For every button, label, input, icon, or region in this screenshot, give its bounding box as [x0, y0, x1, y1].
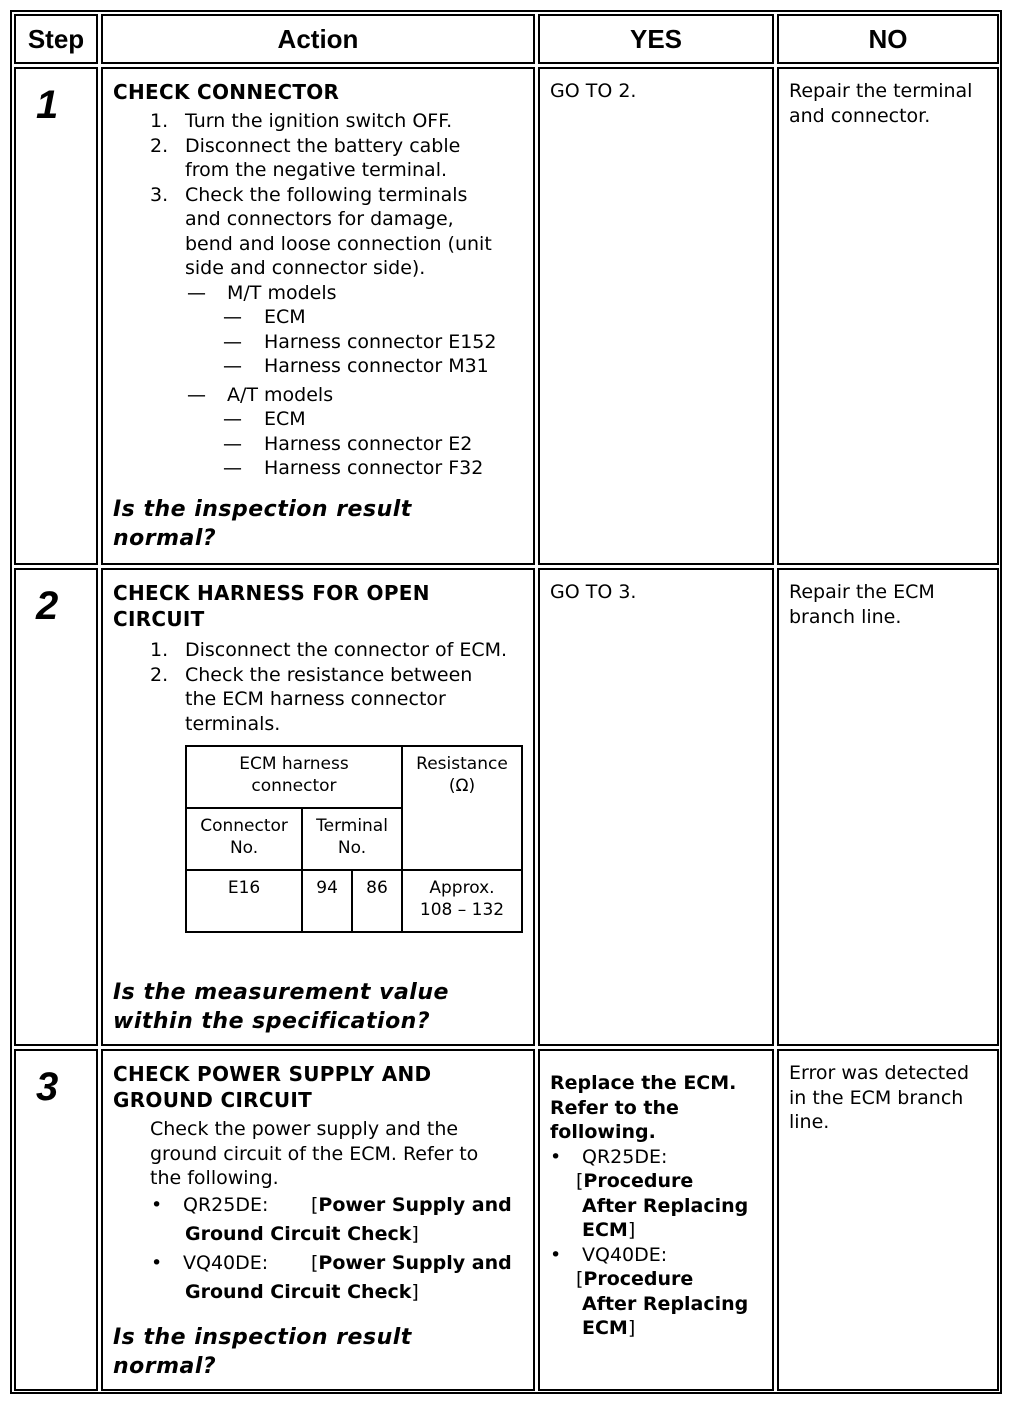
dash-marker: —	[223, 408, 242, 430]
bullet-marker: •	[550, 1243, 562, 1266]
model-label: M/T models	[227, 281, 337, 304]
header-yes	[538, 14, 774, 64]
model-label-row	[113, 281, 525, 306]
item-text: Turn the ignition switch OFF.	[185, 110, 453, 132]
bracket: [	[311, 1251, 319, 1274]
item-number: 2.	[150, 663, 169, 686]
yes-reference-item	[550, 1243, 764, 1341]
reference-text: Power Supply and	[318, 1251, 512, 1274]
paragraph-line: Check the power supply and the	[150, 1118, 459, 1140]
header-step-label: Step	[27, 23, 85, 54]
yes-heading-line: following.	[550, 1121, 656, 1143]
item-text: Disconnect the connector of ECM.	[185, 639, 508, 661]
no-cell-3	[777, 1049, 999, 1391]
yes-heading-line: Replace the ECM.	[550, 1072, 737, 1094]
item-text: Check the following terminals	[185, 183, 468, 206]
step-title: CHECK CONNECTOR	[113, 80, 340, 104]
bracket: ]	[411, 1280, 419, 1303]
item-number: 3.	[150, 183, 169, 206]
reference-link[interactable]	[311, 1191, 512, 1220]
reference-link[interactable]: ECM	[582, 1219, 628, 1241]
no-line: line.	[789, 1111, 830, 1133]
title-line: GROUND CIRCUIT	[113, 1088, 313, 1112]
action-content	[113, 79, 525, 481]
step-cell-3	[14, 1049, 98, 1391]
action-content	[113, 580, 525, 736]
dash-marker: —	[223, 432, 242, 455]
no-text	[789, 79, 989, 128]
item-number: 1.	[150, 639, 169, 661]
action-cell-1	[101, 67, 535, 565]
dash-marker: —	[187, 281, 206, 304]
bullet-marker: •	[550, 1145, 562, 1168]
dash-marker: —	[223, 355, 242, 377]
spec-header-text: Resistance	[416, 754, 508, 774]
yes-cell-2	[538, 568, 774, 1046]
item-text: the ECM harness connector	[185, 688, 446, 710]
header-yes-label: YES	[629, 23, 683, 54]
question-line: within the specification?	[113, 1009, 431, 1034]
component-row	[113, 330, 525, 355]
header-no-label: NO	[868, 23, 908, 54]
header-step	[14, 14, 98, 64]
instruction-item	[113, 134, 525, 183]
item-text: Disconnect the battery cable	[185, 134, 461, 157]
item-text: side and connector side).	[185, 257, 426, 279]
instruction-list	[113, 109, 525, 281]
step-number: 1	[36, 83, 59, 127]
instruction-item	[113, 663, 525, 737]
spec-header-text: ECM harness	[239, 754, 349, 774]
reference-text: Power Supply and	[318, 1193, 512, 1216]
no-cell-1	[777, 67, 999, 565]
paragraph-line: the following.	[150, 1167, 279, 1189]
item-text: from the negative terminal.	[185, 159, 448, 181]
reference-link[interactable]: Procedure	[583, 1268, 694, 1290]
step-cell-2	[14, 568, 98, 1046]
reference-text[interactable]: Ground Circuit Check	[185, 1222, 412, 1245]
step-question	[113, 495, 412, 553]
spec-header-text: Connector	[200, 816, 288, 836]
spec-header-text: Terminal	[316, 816, 388, 836]
step-title	[113, 1061, 525, 1113]
engine-label: VQ40DE:	[183, 1251, 269, 1274]
component-text: Harness connector E2	[264, 432, 473, 455]
yes-heading-line: Refer to the	[550, 1096, 679, 1119]
model-label: A/T models	[227, 383, 334, 406]
step-number: 2	[36, 584, 59, 628]
question-line: Is the inspection result	[113, 497, 412, 522]
component-text: ECM	[264, 306, 306, 328]
component-text: Harness connector M31	[264, 355, 489, 377]
reference-link[interactable]	[311, 1249, 512, 1278]
title-line: CHECK HARNESS FOR OPEN	[113, 581, 430, 605]
step-title	[113, 580, 525, 632]
spec-header-connector	[186, 746, 402, 808]
spec-header-terminal-no	[302, 808, 402, 870]
question-line: normal?	[113, 1354, 217, 1379]
reference-link[interactable]: ECM	[582, 1317, 628, 1339]
item-text: and connectors for damage,	[185, 208, 454, 230]
component-row	[113, 456, 525, 481]
title-line: CHECK POWER SUPPLY AND	[113, 1062, 432, 1086]
spec-connector-value: E16	[186, 870, 302, 932]
engine-label: QR25DE:	[582, 1145, 668, 1168]
bracket: [	[311, 1193, 319, 1216]
yes-content	[550, 1071, 764, 1341]
item-text: bend and loose connection (unit	[185, 232, 492, 255]
reference-text[interactable]: Ground Circuit Check	[185, 1280, 412, 1303]
header-no	[777, 14, 999, 64]
bracket: [	[576, 1268, 584, 1290]
bracket: ]	[627, 1219, 636, 1241]
no-line: Repair the terminal	[789, 80, 973, 102]
instruction-list	[113, 638, 525, 736]
no-cell-2	[777, 568, 999, 1046]
spec-header-text: (Ω)	[448, 776, 476, 796]
dash-marker: —	[223, 306, 242, 328]
bullet-marker: •	[151, 1251, 163, 1274]
spec-resistance-value	[402, 870, 522, 932]
instruction-item	[113, 109, 525, 134]
yes-cell-1	[538, 67, 774, 565]
header-action	[101, 14, 535, 64]
spec-header-connector-no	[186, 808, 302, 870]
no-line: branch line.	[789, 605, 902, 628]
component-row	[113, 432, 525, 457]
instruction-paragraph	[113, 1117, 525, 1191]
no-line: and connector.	[789, 104, 931, 127]
component-row	[113, 354, 525, 379]
no-text	[789, 1061, 989, 1135]
spec-header-resistance	[402, 746, 522, 870]
bullet-marker: •	[151, 1193, 163, 1216]
question-line: Is the measurement value	[113, 980, 449, 1005]
item-text: terminals.	[185, 712, 281, 735]
reference-link[interactable]: After Replacing	[582, 1194, 749, 1217]
spec-header-text: connector	[251, 776, 337, 796]
spec-header-text: No.	[229, 838, 259, 858]
step-question	[113, 1323, 412, 1381]
paragraph-line: ground circuit of the ECM. Refer to	[150, 1142, 479, 1165]
bracket: ]	[627, 1317, 636, 1339]
action-cell-2	[101, 568, 535, 1046]
item-number: 1.	[150, 110, 169, 132]
spec-header-text: No.	[337, 838, 367, 858]
step-cell-1	[14, 67, 98, 565]
spec-terminal-value: 94	[302, 870, 352, 932]
spec-terminal-value: 86	[352, 870, 402, 932]
no-line: Error was detected	[789, 1062, 970, 1084]
dash-marker: —	[187, 383, 206, 406]
no-text	[789, 580, 989, 629]
dash-marker: —	[223, 457, 242, 479]
no-line: Repair the ECM	[789, 581, 935, 603]
resistance-spec-table	[185, 745, 523, 933]
spec-value-text: 108 – 132	[419, 900, 505, 920]
model-group-mt	[113, 281, 525, 379]
instruction-item	[113, 638, 525, 663]
engine-label: QR25DE:	[183, 1193, 269, 1216]
reference-item	[113, 1191, 525, 1249]
header-action-label: Action	[277, 23, 359, 54]
step-question	[113, 978, 449, 1036]
action-cell-3	[101, 1049, 535, 1391]
question-line: Is the inspection result	[113, 1325, 412, 1350]
model-label-row	[113, 383, 525, 408]
item-text: Check the resistance between	[185, 663, 473, 686]
bracket: [	[576, 1170, 584, 1192]
yes-reference-item	[550, 1145, 764, 1243]
yes-text: GO TO 2.	[550, 80, 637, 102]
spec-value-text: Approx.	[429, 878, 495, 898]
yes-cell-3	[538, 1049, 774, 1391]
component-row	[113, 305, 525, 330]
action-content	[113, 1061, 525, 1307]
reference-link[interactable]: After Replacing	[582, 1292, 749, 1315]
engine-label: VQ40DE:	[582, 1243, 668, 1266]
yes-heading	[550, 1071, 764, 1145]
dash-marker: —	[223, 330, 242, 353]
item-number: 2.	[150, 134, 169, 157]
step-number: 3	[36, 1065, 59, 1109]
instruction-item	[113, 183, 525, 281]
component-text: Harness connector E152	[264, 330, 497, 353]
component-text: ECM	[264, 408, 306, 430]
bracket: ]	[411, 1222, 419, 1245]
model-group-at	[113, 383, 525, 481]
reference-link[interactable]: Procedure	[583, 1170, 694, 1192]
no-line: in the ECM branch	[789, 1086, 964, 1109]
question-line: normal?	[113, 526, 217, 551]
yes-text: GO TO 3.	[550, 581, 637, 603]
component-text: Harness connector F32	[264, 457, 484, 479]
reference-item	[113, 1249, 525, 1307]
title-line: CIRCUIT	[113, 607, 205, 631]
component-row	[113, 407, 525, 432]
